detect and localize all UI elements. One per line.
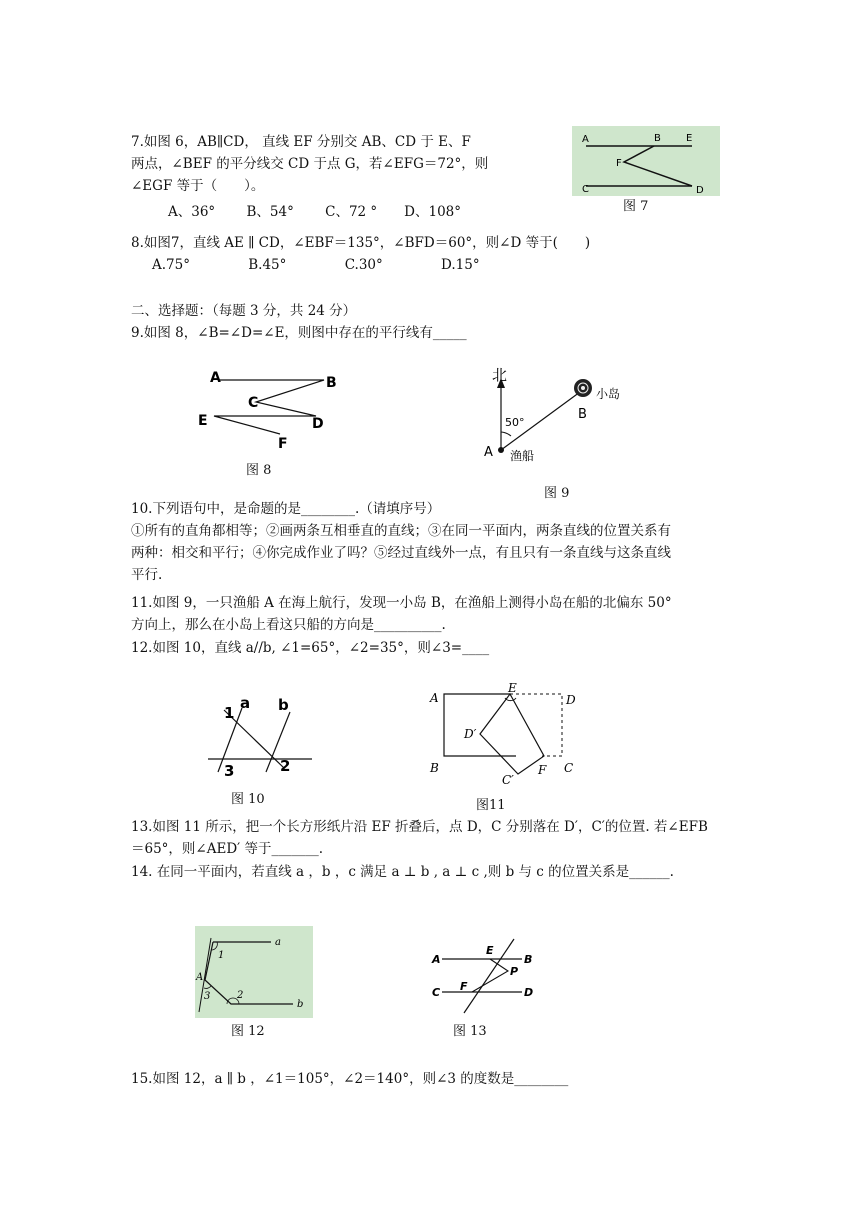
section-2-heading: 二、选择题：（每题 3 分，共 24 分） [131, 303, 357, 319]
q14-text: 14. 在同一平面内，若直线 a ，b ，c 满足 a ⊥ b , a ⊥ c ,则 b 与 c 的位置关系是______. [131, 864, 674, 880]
q8-line1: 8.如图7，直线 AE ∥ CD，∠EBF＝135°，∠BFD＝60°，则∠D 等于( ) [131, 235, 591, 251]
fig13-label-f: F [460, 980, 468, 993]
q7-line3: ∠EGF 等于（ ）。 [131, 178, 265, 194]
fig11-label-f: F [538, 763, 547, 777]
fig9-angle: 50° [505, 416, 525, 429]
figure-11 [424, 680, 584, 790]
fig10-label-b: b [278, 696, 289, 714]
fig11-label-c-prime: C′ [502, 773, 514, 787]
fig11-label-c: C [564, 761, 574, 775]
fig7-label-f: F [616, 158, 622, 169]
fig7-label-e: E [686, 133, 693, 144]
q7-line1: 7.如图 6，AB∥CD， 直线 EF 分别交 AB、CD 于 E、F [131, 134, 471, 150]
fig13-label-e: E [486, 944, 494, 957]
fig8-label-a: A [210, 370, 221, 386]
fig11-label-a: A [430, 691, 439, 705]
fig9-label-a: A [484, 445, 493, 460]
q7-line2: 两点，∠BEF 的平分线交 CD 于点 G，若∠EFG＝72°，则 [131, 156, 489, 172]
fig10-label-2: 2 [280, 757, 291, 775]
figure-7-caption: 图 7 [623, 199, 649, 214]
fig12-label-a: a [275, 937, 281, 948]
fig9-island: 小岛 [596, 387, 621, 401]
fig12-label-3: 3 [204, 991, 211, 1002]
fig11-label-d: D [566, 693, 576, 707]
q7-options: A、36° B、54° C、72 ° D、108° [168, 204, 461, 220]
fig13-label-d: D [524, 986, 534, 999]
fig10-label-a: a [240, 694, 251, 712]
fig13-label-b: B [524, 953, 533, 966]
fig8-label-f: F [278, 436, 288, 452]
fig12-label-a-point: A [196, 972, 204, 983]
fig10-label-3: 3 [224, 762, 235, 780]
q11-line1: 11.如图 9，一只渔船 A 在海上航行，发现一小岛 B，在渔船上测得小岛在船的北偏东 50° [131, 595, 672, 611]
figure-13 [428, 935, 548, 1015]
figure-8-caption: 图 8 [246, 463, 272, 478]
fig12-label-1: 1 [218, 950, 225, 961]
fig8-label-e: E [198, 413, 208, 429]
q12-text: 12.如图 10，直线 a//b, ∠1=65°，∠2=35°，则∠3=____ [131, 640, 490, 656]
fig12-label-b: b [297, 999, 304, 1010]
fig8-label-d: D [312, 416, 324, 432]
fig7-label-d: D [696, 185, 704, 196]
fig9-label-b: B [578, 407, 587, 422]
figure-11-caption: 图11 [476, 798, 506, 813]
q9-text: 9.如图 8，∠B=∠D=∠E，则图中存在的平行线有_____ [131, 325, 467, 341]
fig13-label-c: C [432, 986, 441, 999]
q10-line1: 10.下列语句中，是命题的是________.（请填序号） [131, 501, 441, 517]
q15-text: 15.如图 12，a ∥ b ，∠1＝105°，∠2＝140°，则∠3 的度数是________ [131, 1071, 569, 1087]
figure-10-caption: 图 10 [231, 792, 265, 807]
fig8-label-b: B [326, 375, 337, 391]
q10-line2: ①所有的直角都相等；②画两条互相垂直的直线；③在同一平面内，两条直线的位置关系有 [131, 523, 671, 539]
fig11-label-d-prime: D′ [464, 727, 477, 741]
q13-line1: 13.如图 11 所示，把一个长方形纸片沿 EF 折叠后，点 D，C 分别落在 D′，C′的位置. 若∠EFB [131, 819, 708, 835]
figure-8 [190, 362, 350, 452]
q11-line2: 方向上，那么在小岛上看这只船的方向是__________. [131, 617, 446, 633]
figure-7 [572, 126, 722, 198]
fig7-label-c: C [582, 184, 589, 195]
q8-options: A.75° B.45° C.30° D.15° [152, 257, 480, 273]
figure-12-caption: 图 12 [231, 1024, 265, 1039]
q10-line3: 两种：相交和平行；④你完成作业了吗？⑤经过直线外一点，有且只有一条直线与这条直线 [131, 545, 671, 561]
figure-9-caption: 图 9 [544, 486, 570, 501]
q10-line4: 平行. [131, 567, 163, 583]
fig12-label-2: 2 [237, 990, 244, 1001]
figure-13-caption: 图 13 [453, 1024, 487, 1039]
fig7-label-b: B [654, 133, 661, 144]
figure-10 [200, 692, 320, 784]
fig13-label-p: P [510, 965, 519, 978]
fig8-label-c: C [248, 395, 259, 411]
figure-12 [195, 926, 315, 1020]
fig11-label-e: E [508, 681, 517, 695]
fig13-label-a: A [432, 953, 441, 966]
fig7-label-a: A [582, 134, 589, 145]
figure-9 [480, 364, 640, 464]
q13-line2: ＝65°，则∠AED′ 等于_______. [131, 841, 324, 857]
fig11-label-b: B [430, 761, 439, 775]
fig9-north: 北 [492, 366, 508, 384]
fig10-label-1: 1 [224, 704, 235, 722]
fig9-boat: 渔船 [510, 449, 535, 463]
